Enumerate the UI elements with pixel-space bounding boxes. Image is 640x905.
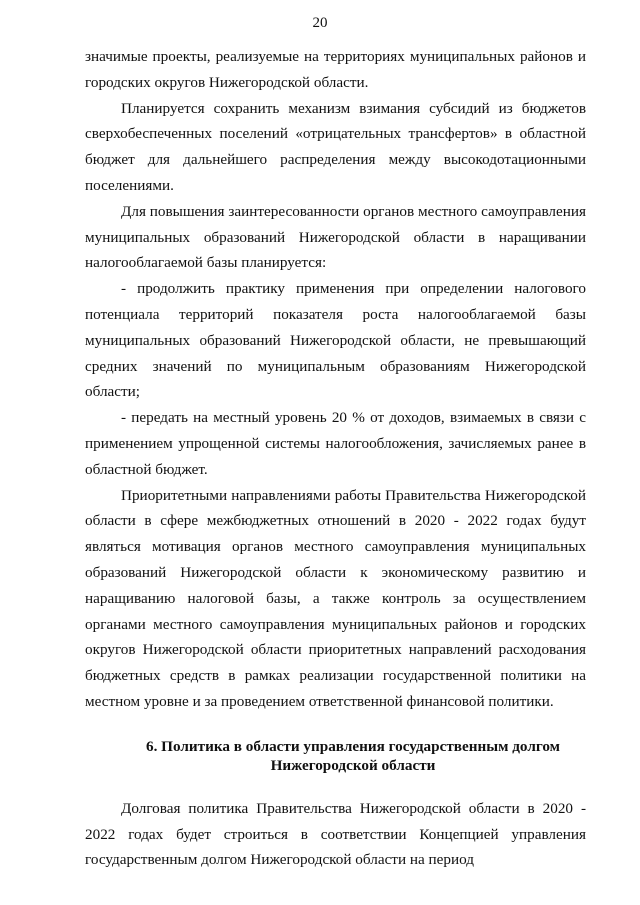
- page-number: 20: [312, 15, 328, 31]
- section-heading-line2: Нижегородской области: [270, 756, 436, 774]
- list-item-simplified-tax: - передать на местный уровень 20 % от доходов, взимаемых в связи с применением упрощенной системы налогообложения, зачисляемых ранее в областной бюджет.: [85, 409, 586, 478]
- paragraph-interest: Для повышения заинтересованности органов местного самоуправления муниципальных образований Нижегородской области в наращивании налогооблагаемой базы планируется:: [85, 202, 586, 272]
- list-item-tax-potential: - продолжить практику применения при определении налогового потенциала территорий показателя роста налогооблагаемой базы муниципальных образований Нижегородской области, не превышающий средних значений по муниципальным образованиям Нижегородской области;: [85, 280, 586, 401]
- paragraph-priorities: Приоритетными направлениями работы Правительства Нижегородской области в сфере межбюджетных отношений в 2020 - 2022 годах будут являться мотивация органов местного самоуправления муниципальных образований Нижегородской области к экономическому развитию и наращиванию налоговой базы, а также контроль за осуществлением органами местного самоуправления муниципальных районов и городских округов Нижегородской области приоритетных направлений расходования бюджетных средств в рамках реализации государственной политики на местном уровне и за проведением ответственной финансовой политики.: [85, 486, 586, 710]
- paragraph-subsidies: Планируется сохранить механизм взимания субсидий из бюджетов сверхобеспеченных поселений «отрицательных трансфертов» в областной бюджет для дальнейшего распределения между высокодотационными поселениями.: [85, 99, 586, 194]
- section-heading-line1: 6. Политика в области управления государственным долгом: [145, 737, 561, 755]
- section-heading: [85, 715, 586, 775]
- paragraph-continuation: значимые проекты, реализуемые на территориях муниципальных районов и городских округов Нижегородской области.: [85, 48, 586, 91]
- paragraph-debt-policy: Долговая политика Правительства Нижегородской области в 2020 - 2022 годах будет строиться в соответствии Концепцией управления государственным долгом Нижегородской области на период: [85, 799, 586, 869]
- document-body: [85, 44, 586, 873]
